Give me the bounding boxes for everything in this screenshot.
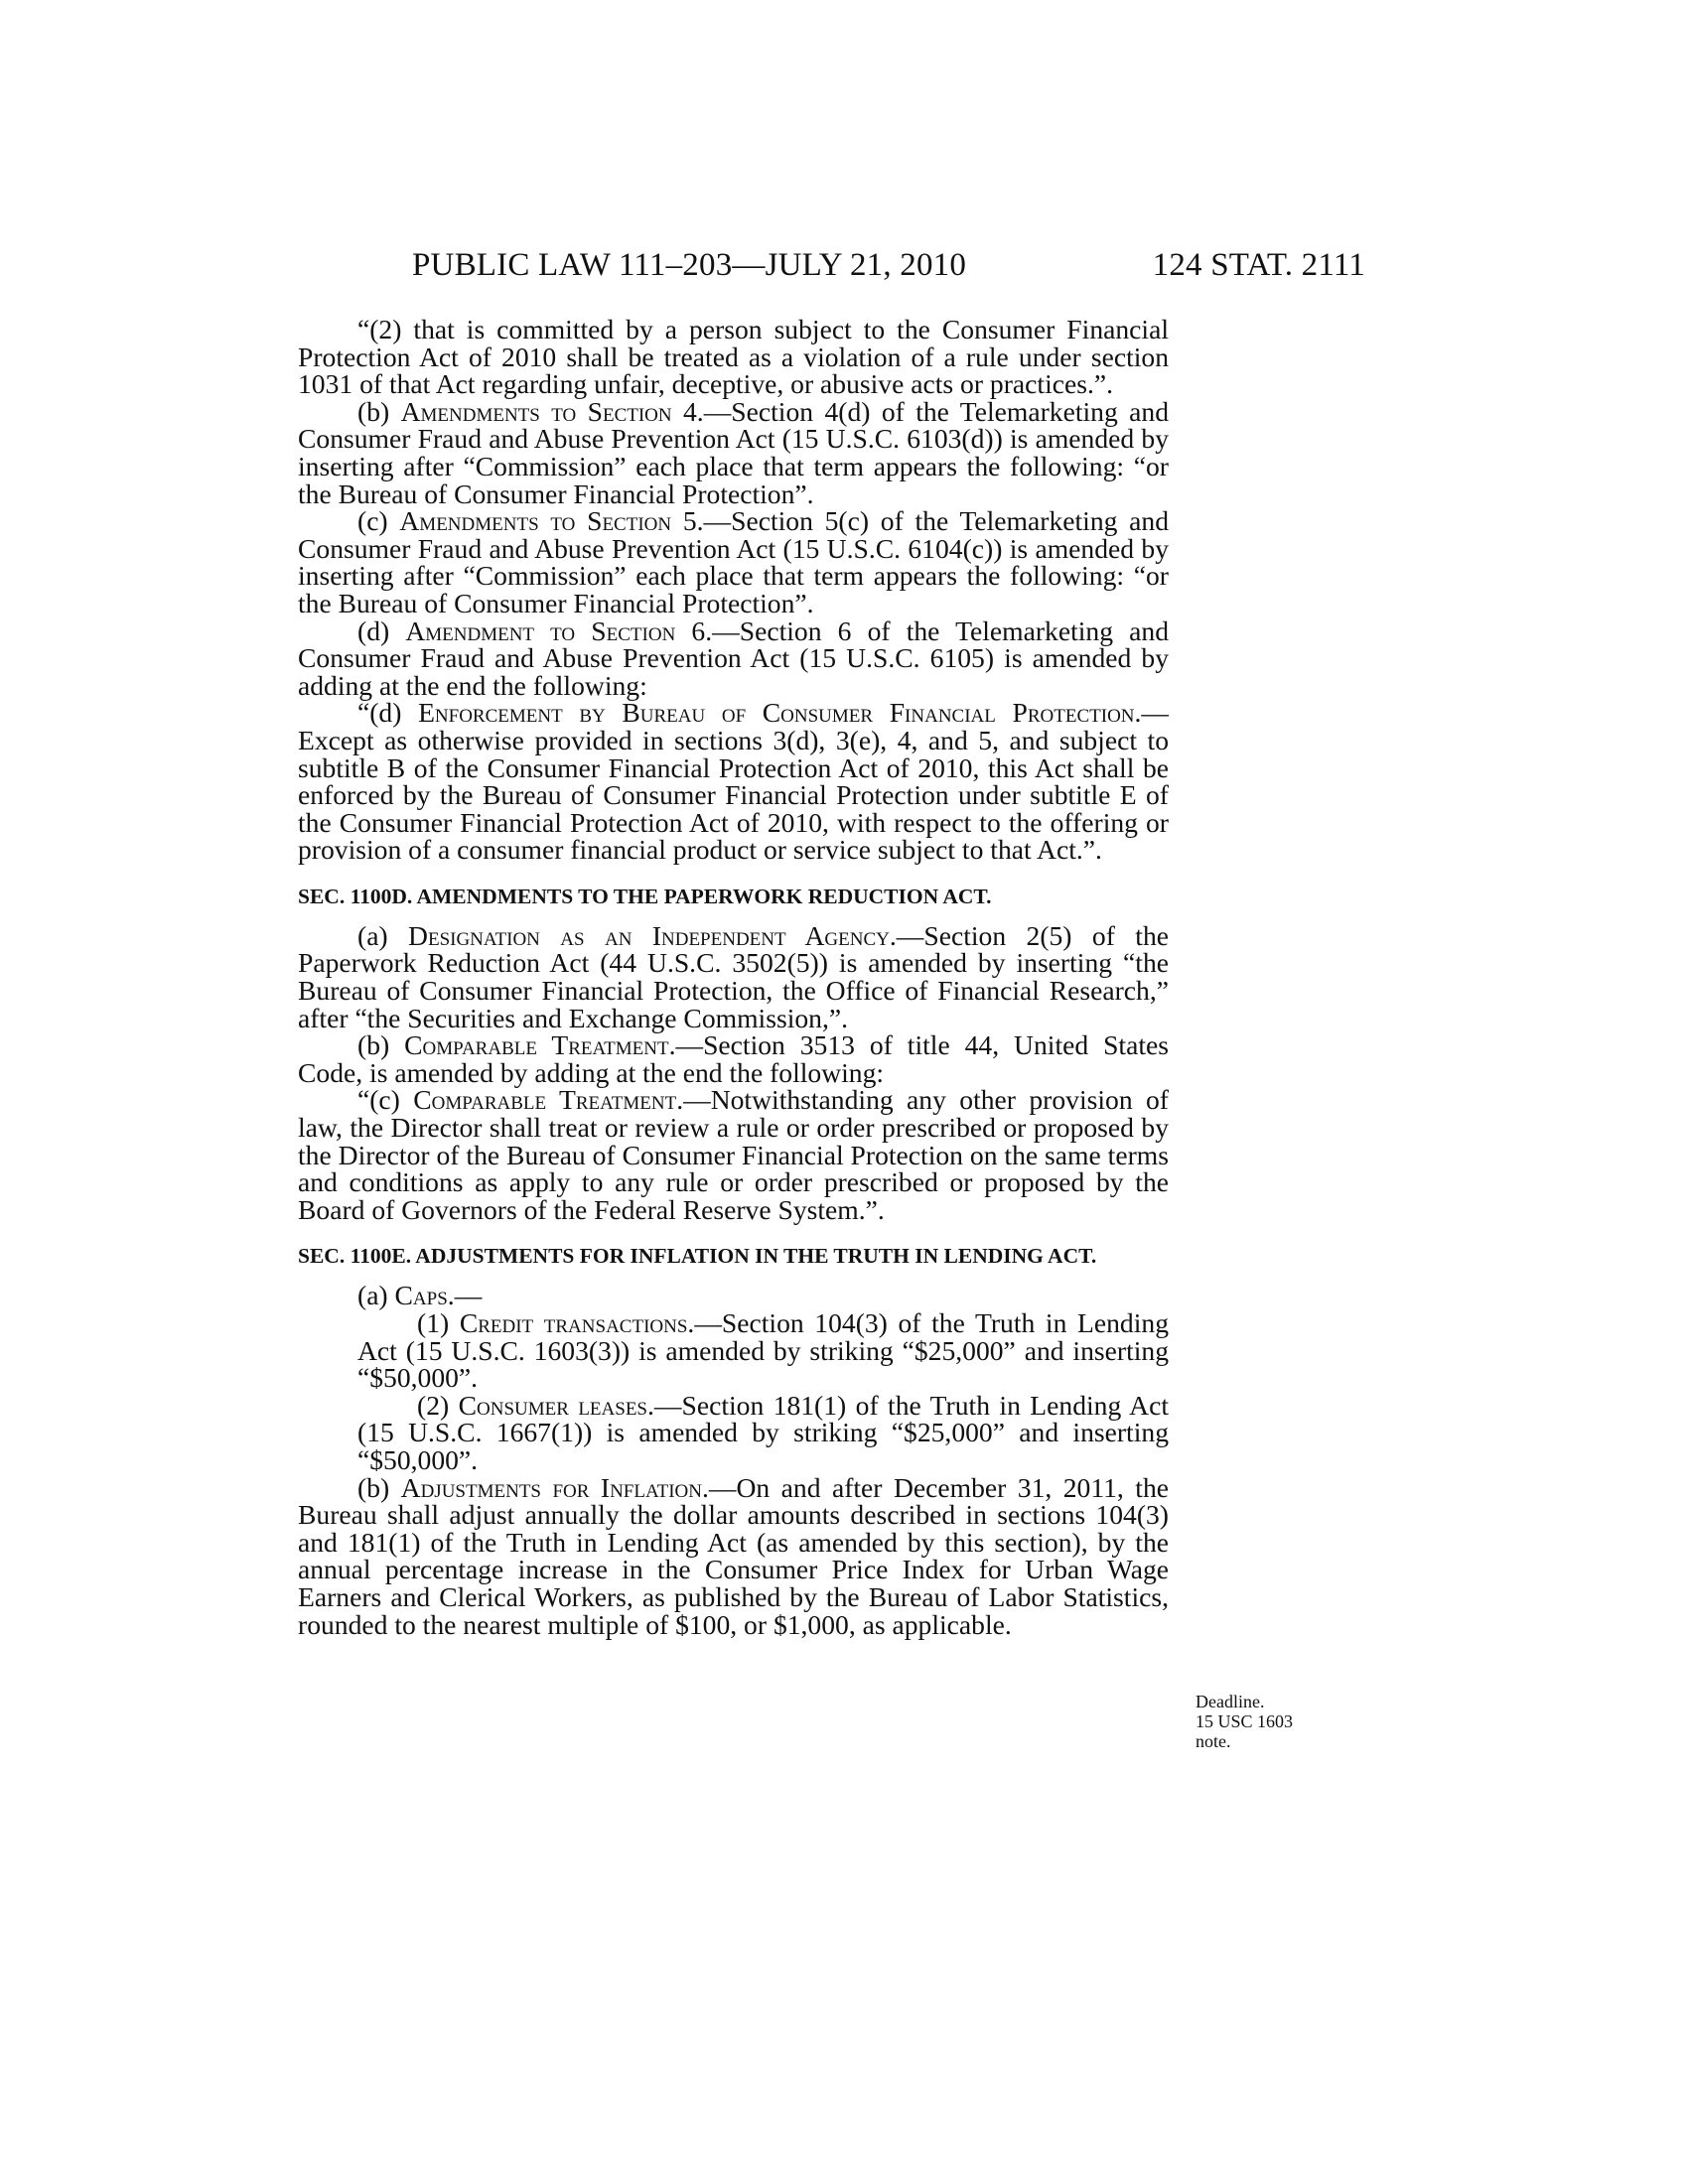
margin-note-deadline: Deadline. — [1196, 1692, 1265, 1711]
margin-note-note: note. — [1196, 1731, 1231, 1751]
paragraph-d-enforcement: “(d) Enforcement by Bureau of Consumer Financial Protection.—Except as otherwise provided in sections 3(d), 3(e), 4, and 5, and subject to subtitle B of the Consumer Financial Protection Act of 2010, this Act shall be enforced by the Bureau of Consumer Financial Protection under subtitle E of the Consumer Financial Protection Act of 2010, with respect to the offering or provision of a consumer financial product or service subject to that Act.”. — [298, 697, 1169, 866]
paragraph-heading: Amendments to Section 4. — [400, 395, 704, 427]
paragraph-a-caps: (a) Caps.— — [357, 1280, 483, 1311]
paragraph-b-comparable-treatment: (b) Comparable Treatment.—Section 3513 of title 44, United States Code, is amended by adding at the end the following: — [298, 1029, 1169, 1088]
margin-note — [1196, 1692, 1335, 1751]
margin-note-usc-citation: 15 USC 1603 — [1196, 1711, 1294, 1731]
paragraph-2-violation: “(2) that is committed by a person subject to the Consumer Financial Protection Act of 2010 shall be treated as a violation of a rule under section 1031 of that Act regarding unfair, deceptive, or abusive acts or practices.”. — [298, 314, 1169, 400]
paragraph-d-section-6: (d) Amendment to Section 6.—Section 6 of the Telemarketing and Consumer Fraud and Abuse Prevention Act (15 U.S.C. 6105) is amended by adding at the end the following: — [298, 614, 1170, 701]
paragraph-heading: Designation as an Independent Agency. — [408, 919, 897, 951]
paragraph-heading: Caps. — [394, 1280, 455, 1311]
section-heading-1100e: SEC. 1100E. ADJUSTMENTS FOR INFLATION IN THE TRUTH IN LENDING ACT. — [298, 1244, 1097, 1269]
paragraph-b-adjustments-for-inflation: (b) Adjustments for Inflation.—On and after December 31, 2011, the Bureau shall adjust annually the dollar amounts described in sections 104(3) and 181(1) of the Truth in Lending Act (as amended by this section), by the annual percentage increase in the Consumer Price Index for Urban Wage Earners and Clerical Workers, as published by the Bureau of Labor Statistics, rounded to the nearest multiple of $100, or $1,000, as applicable. — [298, 1471, 1169, 1640]
paragraph-heading: Credit transactions. — [459, 1307, 695, 1338]
paragraph-b-section-4: (b) Amendments to Section 4.—Section 4(d) of the Telemarketing and Consumer Fraud and Abuse Prevention Act (15 U.S.C. 6103(d)) is amended by inserting after “Commission” each place that term appears the following: “or the Bureau of Consumer Financial Protection”. — [298, 395, 1170, 509]
paragraph-c-comparable-treatment: “(c) Comparable Treatment.—Notwithstanding any other provision of law, the Director shall treat or review a rule or order prescribed or proposed by the Director of the Bureau of Consumer Financial Protection on the same terms and conditions as apply to any rule or order prescribed or proposed by the Board of Governors of the Federal Reserve System.”. — [298, 1084, 1169, 1225]
paragraph-a-independent-agency: (a) Designation as an Independent Agency.—Section 2(5) of the Paperwork Reduction Act (44 U.S.C. 3502(5)) is amended by inserting “the Bureau of Consumer Financial Protection, the Office of Financial Research,” after “the Securities and Exchange Commission,”. — [298, 919, 1169, 1033]
document-body — [298, 316, 1169, 1638]
law-date-header: PUBLIC LAW 111–203—JULY 21, 2010 — [412, 247, 967, 283]
section-heading-1100d: SEC. 1100D. AMENDMENTS TO THE PAPERWORK REDUCTION ACT. — [298, 884, 992, 908]
paragraph-c-section-5: (c) Amendments to Section 5.—Section 5(c) of the Telemarketing and Consumer Fraud and Abuse Prevention Act (15 U.S.C. 6104(c)) is amended by inserting after “Commission” each place that term appears the following: “or the Bureau of Consumer Financial Protection”. — [298, 505, 1169, 618]
paragraph-heading: Consumer leases. — [458, 1389, 654, 1421]
paragraph-1-credit-transactions: (1) Credit transactions.—Section 104(3) of the Truth in Lending Act (15 U.S.C. 1603(3)) is amended by striking “$25,000” and inserting “$50,000”. — [357, 1307, 1169, 1394]
paragraph-heading: Amendment to Section 6. — [405, 614, 713, 646]
statute-page-number: 124 STAT. 2111 — [1152, 247, 1365, 283]
paragraph-2-consumer-leases: (2) Consumer leases.—Section 181(1) of the Truth in Lending Act (15 U.S.C. 1667(1)) is amended by striking “$25,000” and inserting “$50,000”. — [357, 1389, 1169, 1475]
paragraph-heading: Comparable Treatment. — [413, 1084, 684, 1116]
paragraph-heading: Enforcement by Bureau of Consumer Financial Protection. — [418, 697, 1142, 729]
paragraph-heading: Comparable Treatment. — [404, 1029, 676, 1061]
paragraph-heading: Adjustments for Inflation. — [400, 1471, 709, 1503]
paragraph-heading: Amendments to Section 5. — [399, 505, 704, 537]
